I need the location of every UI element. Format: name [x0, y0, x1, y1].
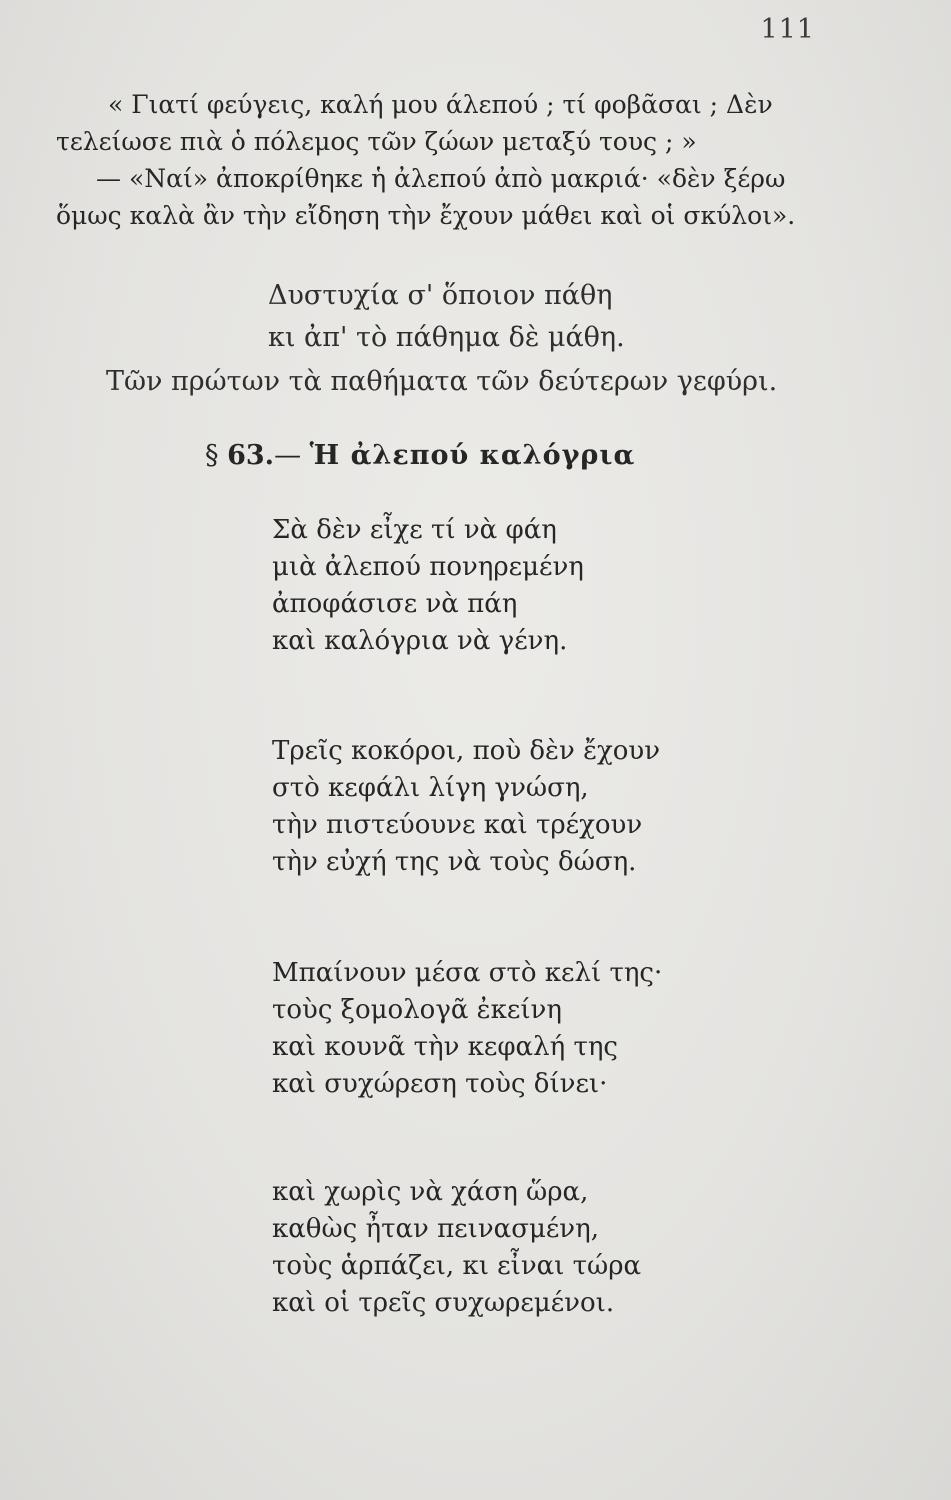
prose-line: — «Ναί» ἀποκρίθηκε ἡ ἀλεπού ἀπὸ μακριά· «δὲν ξέρω [96, 164, 786, 193]
prose-line: τελείωσε πιὰ ὁ πόλεμος τῶν ζώων μεταξύ τους ; » [56, 127, 697, 156]
poem-line: μιὰ ἀλεπού πονηρεμένη [272, 552, 584, 582]
section-symbol: § [205, 440, 219, 471]
poem-stanza [272, 1174, 641, 1322]
poem-line: στὸ κεφάλι λίγη γνώση, [272, 773, 589, 803]
poem-line: καὶ συχώρεση τοὺς δίνει· [272, 1069, 608, 1099]
poem-line: Τρεῖς κοκόροι, ποὺ δὲν ἔχουν [272, 736, 661, 766]
poem-line: καὶ κουνᾶ τὴν κεφαλή της [272, 1032, 618, 1062]
prose-line: ὅμως καλὰ ἂν τὴν εἴδηση τὴν ἔχουν μάθει καὶ οἱ σκύλοι». [56, 201, 796, 230]
poem-stanza [272, 955, 662, 1103]
poem-line: Μπαίνουν μέσα στὸ κελί της· [272, 958, 663, 988]
poem-line: καὶ καλόγρια νὰ γένη. [272, 626, 568, 656]
prose-paragraph [56, 86, 826, 234]
poem-stanza [272, 733, 660, 881]
poem-line: τοὺς ἁρπάζει, κι εἶναι τώρα [272, 1251, 642, 1281]
poem-line: Σὰ δὲν εἶχε τί νὰ φάη [272, 515, 557, 545]
proverb-line: Δυστυχία σ' ὅποιον πάθη [268, 280, 613, 311]
page-number: 111 [760, 14, 815, 45]
section-dash: — [274, 440, 302, 471]
poem-stanza [272, 512, 584, 660]
section-number: 63. [227, 440, 275, 471]
poem-line: τὴν εὐχή της νὰ τοὺς δώση. [272, 847, 637, 877]
poem-line: καθὼς ἦταν πεινασμένη, [272, 1214, 599, 1244]
poem-line: τὴν πιστεύουνε καὶ τρέχουν [272, 810, 643, 840]
section-heading [205, 440, 635, 471]
proverb-line: Τῶν πρώτων τὰ παθήματα τῶν δεύτερων γεφύρι. [106, 366, 778, 397]
prose-line: « Γιατί φεύγεις, καλή μου άλεπού ; τί φοβᾶσαι ; Δὲν [108, 90, 773, 119]
poem-line: καὶ χωρὶς νὰ χάση ὥρα, [272, 1177, 589, 1207]
section-title: Ἡ ἀλεπού καλόγρια [309, 440, 636, 471]
proverb-line: κι ἀπ' τὸ πάθημα δὲ μάθη. [268, 322, 625, 353]
poem-line: καὶ οἱ τρεῖς συχωρεμένοι. [272, 1288, 615, 1318]
poem-line: ἀποφάσισε νὰ πάη [272, 589, 518, 619]
poem-line: τοὺς ξομολογᾶ ἐκείνη [272, 995, 562, 1025]
